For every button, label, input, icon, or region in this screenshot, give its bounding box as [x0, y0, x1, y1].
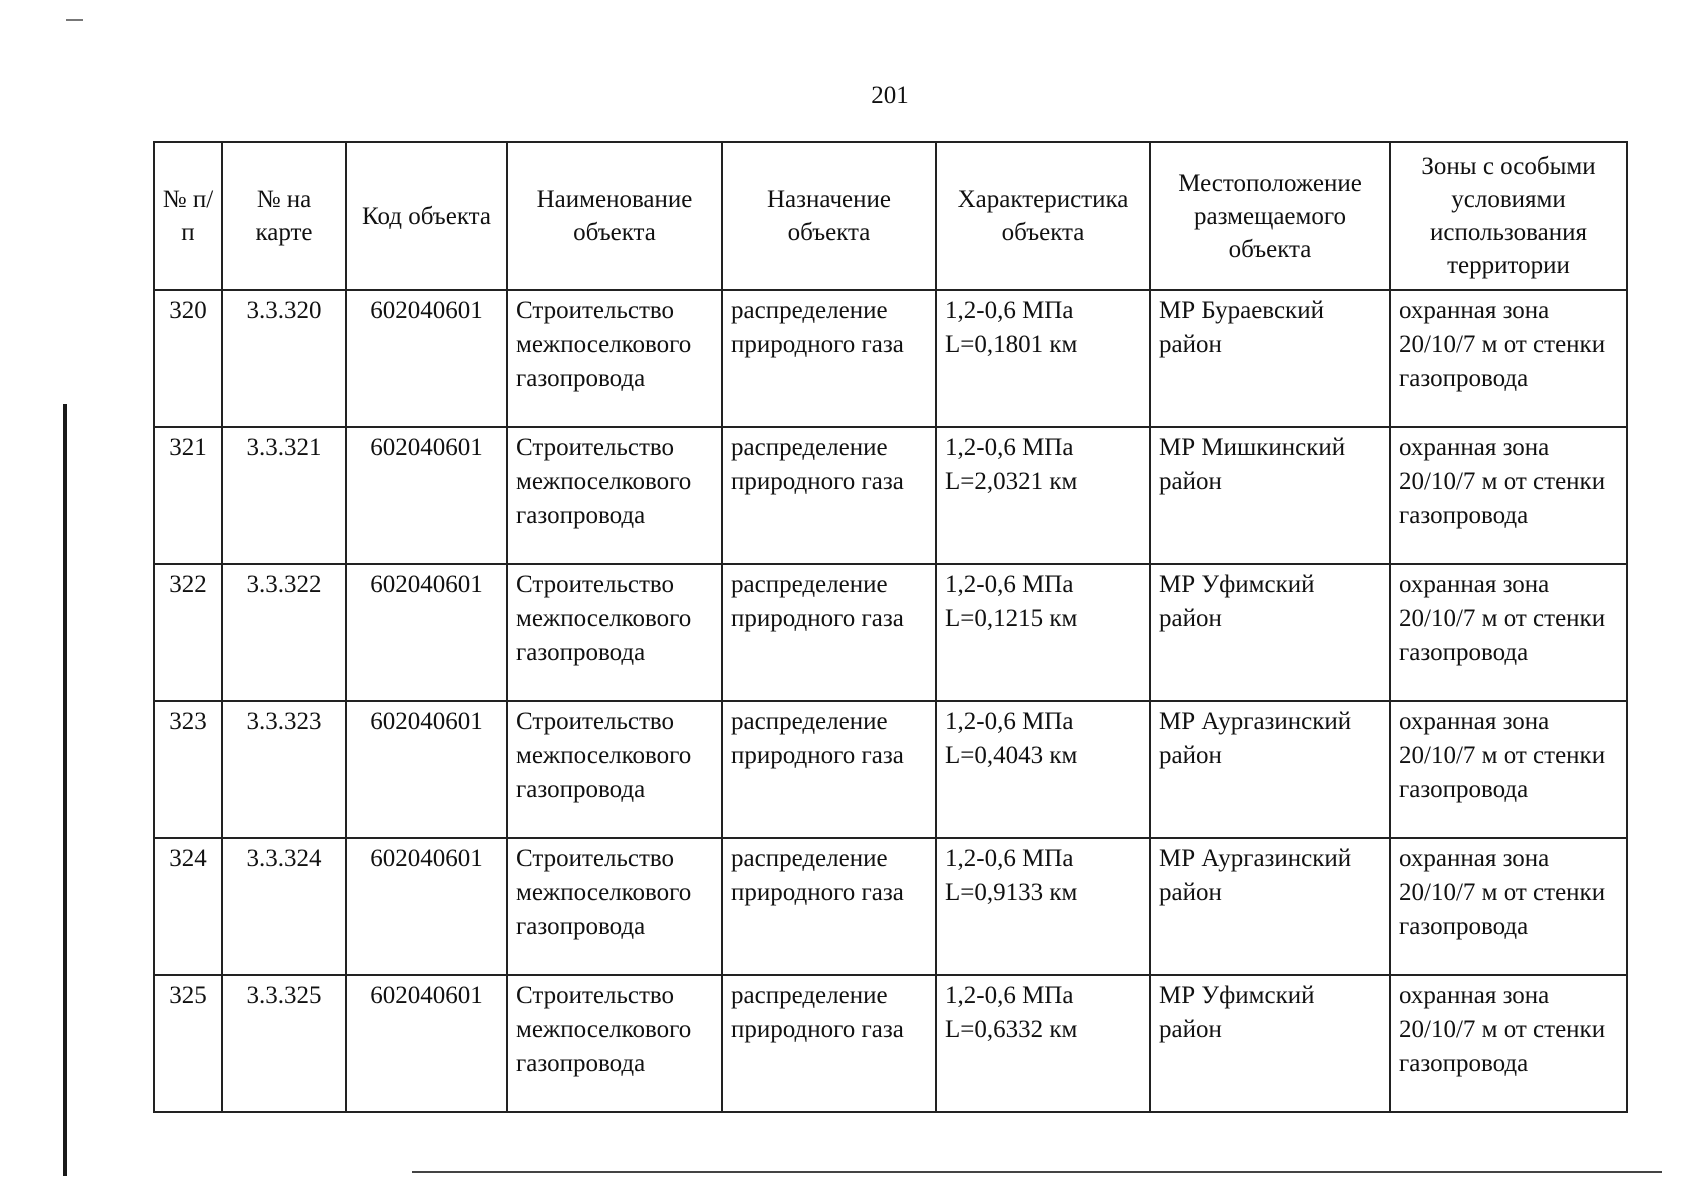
cell-num: 320: [154, 290, 222, 427]
table-row: [154, 701, 1627, 838]
cell-zone: охранная зона 20/10/7 м от стенки газопровода: [1390, 838, 1627, 975]
header-purpose: Назначение объекта: [722, 142, 936, 290]
cell-spec: [936, 975, 1150, 1112]
cell-zone: охранная зона 20/10/7 м от стенки газопровода: [1390, 975, 1627, 1112]
header-name: Наименование объекта: [507, 142, 722, 290]
cell-location: МР Аургазинский район: [1150, 838, 1390, 975]
page-number: 201: [871, 82, 909, 109]
spec-length: L=0,1215 км: [945, 605, 1078, 632]
cell-name: Строительство межпоселкового газопровода: [507, 838, 722, 975]
cell-code: 602040601: [346, 838, 507, 975]
cell-code: 602040601: [346, 701, 507, 838]
cell-zone: охранная зона 20/10/7 м от стенки газопровода: [1390, 290, 1627, 427]
cell-name: Строительство межпоселкового газопровода: [507, 701, 722, 838]
cell-name: Строительство межпоселкового газопровода: [507, 427, 722, 564]
cell-spec: [936, 427, 1150, 564]
cell-location: МР Уфимский район: [1150, 975, 1390, 1112]
cell-map-num: 3.3.322: [222, 564, 346, 701]
header-num: № п/п: [154, 142, 222, 290]
objects-table: [153, 141, 1628, 1113]
cell-purpose: распределение природного газа: [722, 838, 936, 975]
cell-map-num: 3.3.323: [222, 701, 346, 838]
scan-mark-top: [66, 19, 83, 21]
table-row: [154, 427, 1627, 564]
cell-map-num: 3.3.324: [222, 838, 346, 975]
cell-code: 602040601: [346, 975, 507, 1112]
cell-location: МР Уфимский район: [1150, 564, 1390, 701]
table-row: [154, 838, 1627, 975]
cell-name: Строительство межпоселкового газопровода: [507, 564, 722, 701]
cell-location: МР Бураевский район: [1150, 290, 1390, 427]
cell-num: 325: [154, 975, 222, 1112]
spec-pressure: 1,2-0,6 МПа: [945, 708, 1074, 735]
scan-edge-line: [412, 1171, 1662, 1173]
spec-pressure: 1,2-0,6 МПа: [945, 297, 1074, 324]
cell-location: МР Мишкинский район: [1150, 427, 1390, 564]
cell-map-num: 3.3.325: [222, 975, 346, 1112]
spec-length: L=0,1801 км: [945, 331, 1078, 358]
cell-spec: [936, 564, 1150, 701]
spec-length: L=0,6332 км: [945, 1016, 1078, 1043]
header-row: [154, 142, 1627, 290]
cell-zone: охранная зона 20/10/7 м от стенки газопровода: [1390, 564, 1627, 701]
cell-code: 602040601: [346, 290, 507, 427]
header-location: Местоположение размещаемого объекта: [1150, 142, 1390, 290]
cell-zone: охранная зона 20/10/7 м от стенки газопровода: [1390, 701, 1627, 838]
scan-edge-bar: [63, 404, 67, 1176]
header-map-num: № на карте: [222, 142, 346, 290]
cell-purpose: распределение природного газа: [722, 701, 936, 838]
cell-map-num: 3.3.320: [222, 290, 346, 427]
cell-code: 602040601: [346, 564, 507, 701]
cell-purpose: распределение природного газа: [722, 975, 936, 1112]
spec-pressure: 1,2-0,6 МПа: [945, 845, 1074, 872]
header-spec: Характеристика объекта: [936, 142, 1150, 290]
header-code: Код объекта: [346, 142, 507, 290]
cell-purpose: распределение природного газа: [722, 290, 936, 427]
cell-zone: охранная зона 20/10/7 м от стенки газопровода: [1390, 427, 1627, 564]
cell-spec: [936, 701, 1150, 838]
cell-num: 324: [154, 838, 222, 975]
cell-purpose: распределение природного газа: [722, 564, 936, 701]
cell-purpose: распределение природного газа: [722, 427, 936, 564]
header-zone: Зоны с особыми условиями использования территории: [1390, 142, 1627, 290]
cell-map-num: 3.3.321: [222, 427, 346, 564]
spec-pressure: 1,2-0,6 МПа: [945, 982, 1074, 1009]
spec-pressure: 1,2-0,6 МПа: [945, 571, 1074, 598]
spec-pressure: 1,2-0,6 МПа: [945, 434, 1074, 461]
table-row: [154, 564, 1627, 701]
cell-num: 323: [154, 701, 222, 838]
cell-location: МР Аургазинский район: [1150, 701, 1390, 838]
cell-num: 321: [154, 427, 222, 564]
spec-length: L=0,9133 км: [945, 879, 1078, 906]
spec-length: L=2,0321 км: [945, 468, 1078, 495]
cell-name: Строительство межпоселкового газопровода: [507, 290, 722, 427]
cell-spec: [936, 290, 1150, 427]
cell-name: Строительство межпоселкового газопровода: [507, 975, 722, 1112]
table-row: [154, 975, 1627, 1112]
spec-length: L=0,4043 км: [945, 742, 1078, 769]
cell-spec: [936, 838, 1150, 975]
cell-num: 322: [154, 564, 222, 701]
table-row: [154, 290, 1627, 427]
cell-code: 602040601: [346, 427, 507, 564]
